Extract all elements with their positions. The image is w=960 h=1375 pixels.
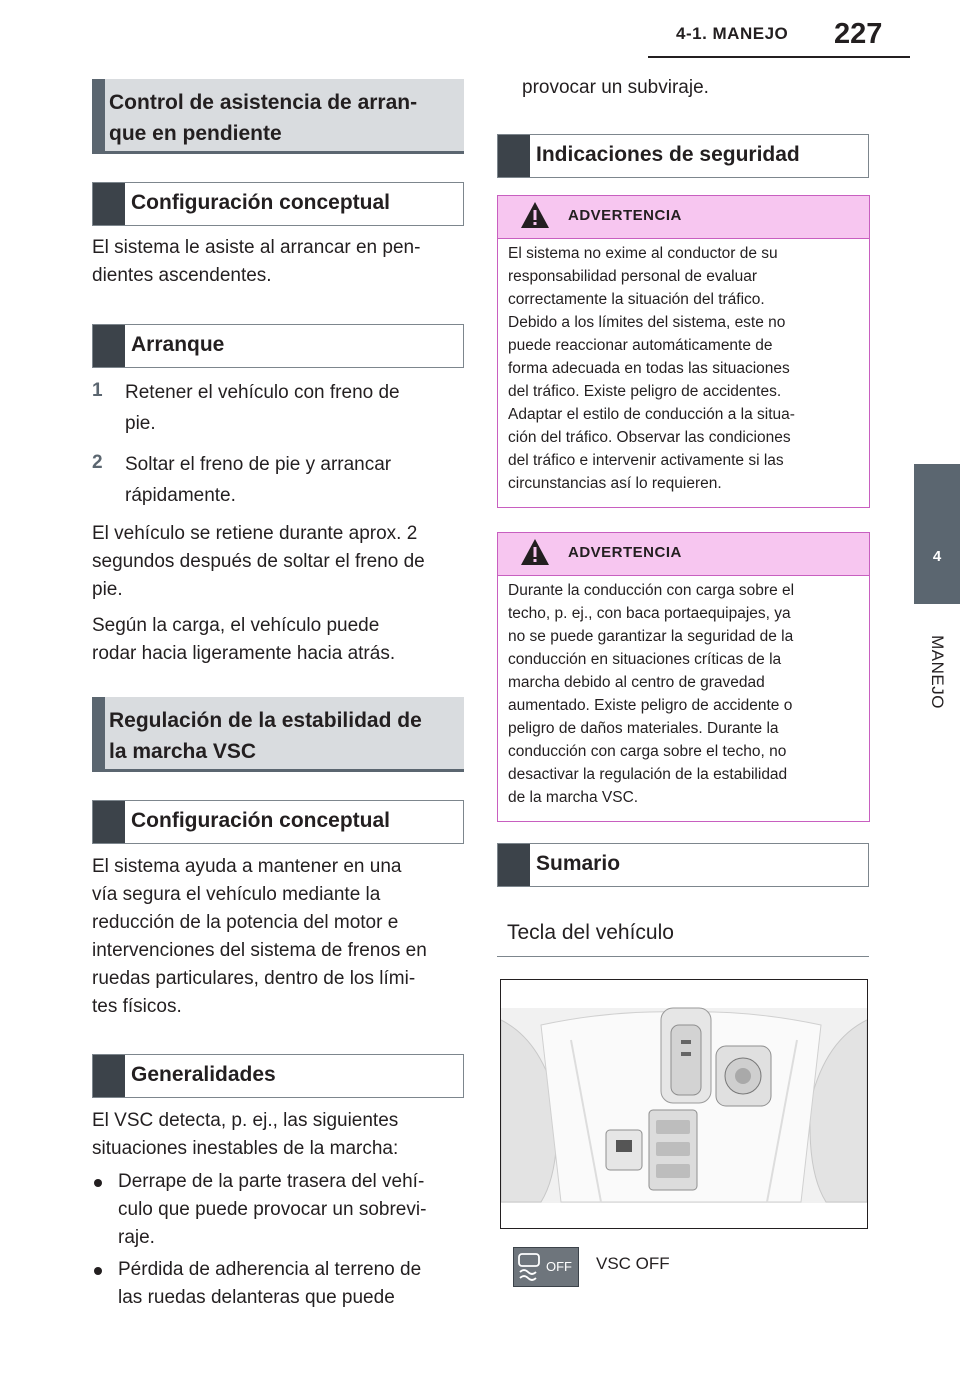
subheading-vehicle-button: Tecla del vehículo xyxy=(507,921,674,944)
subheading-safety: Indicaciones de seguridad xyxy=(497,134,869,178)
step-2: 2 Soltar el freno de pie y arrancar rápidamente. xyxy=(92,452,392,506)
chapter-tab xyxy=(914,464,960,604)
warning-triangle-icon xyxy=(520,201,550,229)
warning-text: El sistema no exime al conductor de su responsabilidad personal de evaluar correctamente la situación del tráfico. Debido a los límites del sistema, este no puede reaccionar automáticamente de forma adecuada en todas las situaciones del tráfico. Existe peligro de accidentes. Adaptar el estilo de conducción a la situa- ción del tráfico. Observar las condiciones del tráfico e intervenir activamente si las circunstancias así lo requieren. xyxy=(508,245,795,492)
subheading-general: Generalidades xyxy=(92,1054,464,1098)
paragraph-detects: El VSC detecta, p. ej., las siguientes situaciones inestables de la marcha: xyxy=(92,1110,399,1159)
vsc-off-caption: VSC OFF xyxy=(596,1254,670,1273)
center-console-image xyxy=(500,979,868,1229)
section-title: 4-1. MANEJO xyxy=(676,24,789,43)
bullet-icon xyxy=(94,1267,102,1275)
paragraph-vsc: El sistema ayuda a mantener en una vía segura el vehículo mediante la reducción de la potencia del motor e intervenciones del sistema de frenos en ruedas particulares, dentro de los lími- tes físicos. xyxy=(92,856,427,1017)
paragraph-hill-start: El sistema le asiste al arrancar en pen- dientes ascendentes. xyxy=(92,237,421,286)
warning-triangle-icon xyxy=(520,538,550,566)
paragraph-continued: provocar un subviraje. xyxy=(522,77,709,98)
subheading-rule xyxy=(497,956,869,957)
warning-label: ADVERTENCIA xyxy=(568,207,682,224)
chapter-number: 4 xyxy=(932,548,942,565)
heading-vsc: Regulación de la estabilidad de la marcha VSC xyxy=(92,697,464,772)
warning-label: ADVERTENCIA xyxy=(568,544,682,561)
vsc-off-button-icon xyxy=(513,1247,579,1287)
warning-box-1 xyxy=(497,195,870,508)
bullet-oversteer: Derrape de la parte trasera del vehí- culo que puede provocar un sobrevi- raje. xyxy=(92,1168,464,1252)
subheading-start: Arranque xyxy=(92,324,464,368)
warning-text: Durante la conducción con carga sobre el techo, p. ej., con baca portaequipajes, ya no se puede garantizar la seguridad de la conducción en situaciones críticas de la marcha debido al centro de gravedad aumentado. Existe peligro de accidente o peligro de daños materiales. Durante la conducción con carga sobre el techo, no desactivar la regulación de la estabilidad de la marcha VSC. xyxy=(508,582,795,806)
step-1: 1 Retener el vehículo con freno de pie. xyxy=(92,380,400,434)
header-rule xyxy=(648,56,910,58)
vsc-off-icon-text: OFF xyxy=(546,1259,572,1274)
paragraph-load: Según la carga, el vehículo puede rodar hacia ligeramente hacia atrás. xyxy=(92,615,396,664)
chapter-label: MANEJO xyxy=(928,635,947,709)
subheading-concept-2: Configuración conceptual xyxy=(92,800,464,844)
subheading-summary: Sumario xyxy=(497,843,869,887)
warning-box-2 xyxy=(497,532,870,822)
bullet-icon xyxy=(94,1179,102,1187)
subheading-concept-1: Configuración conceptual xyxy=(92,182,464,226)
page-number: 227 xyxy=(834,18,883,50)
bullet-understeer: Pérdida de adherencia al terreno de las ruedas delanteras que puede xyxy=(92,1256,464,1312)
paragraph-retention: El vehículo se retiene durante aprox. 2 segundos después de soltar el freno de pie. xyxy=(92,523,425,600)
heading-hill-start-assist: Control de asistencia de arran- que en pendiente xyxy=(92,79,464,154)
